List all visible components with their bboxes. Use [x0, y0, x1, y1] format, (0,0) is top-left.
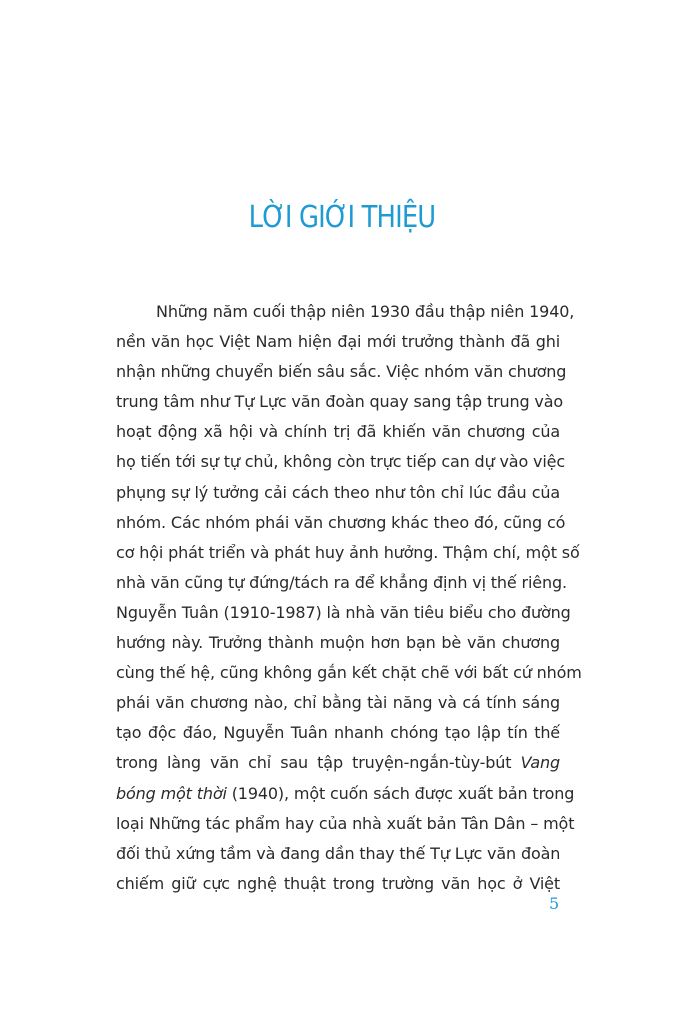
paragraph-line: cùng thế hệ, cũng không gắn kết chặt chẽ với bất cứ nhóm: [116, 663, 582, 683]
paragraph-line: nhà văn cũng tự đứng/tách ra để khẳng định vị thế riêng.: [116, 572, 567, 592]
paragraph-line: [116, 748, 560, 778]
paragraph-line: đối thủ xứng tầm và đang dần thay thế Tự Lực văn đoàn: [116, 843, 561, 863]
paragraph-line: hoạt động xã hội và chính trị đã khiến văn chương của: [116, 422, 560, 442]
paragraph-line: cơ hội phát triển và phát huy ảnh hưởng. Thậm chí, một số: [116, 542, 580, 562]
book-title-italic: bóng một thời: [116, 783, 227, 803]
line-text: trong làng văn chỉ sau tập truyện-ngắn-tùy-bút: [116, 753, 521, 773]
book-title-italic: Vang: [520, 753, 560, 773]
paragraph-line: nhóm. Các nhóm phái văn chương khác theo đó, cũng có: [116, 512, 566, 532]
paragraph-line: trung tâm như Tự Lực văn đoàn quay sang tập trung vào: [116, 392, 564, 412]
paragraph-line: tạo độc đáo, Nguyễn Tuân nhanh chóng tạo lập tín thế: [116, 723, 560, 743]
paragraph-line: nền văn học Việt Nam hiện đại mới trưởng thành đã ghi: [116, 332, 560, 352]
paragraph-line: [116, 779, 575, 809]
paragraph-line: họ tiến tới sự tự chủ, không còn trực tiếp can dự vào việc: [116, 452, 565, 472]
paragraph-line: loại Những tác phẩm hay của nhà xuất bản Tân Dân – một: [116, 813, 575, 833]
line-text: (1940), một cuốn sách được xuất bản trong: [226, 783, 575, 803]
chapter-title: LỜI GIỚI THIỆU: [248, 200, 436, 235]
page-number: 5: [549, 894, 560, 913]
paragraph-line: phụng sự lý tưởng cải cách theo như tôn chỉ lúc đầu của: [116, 482, 560, 502]
paragraph-line: Những năm cuối thập niên 1930 đầu thập niên 1940,: [156, 302, 575, 321]
paragraph-line: Nguyễn Tuân (1910-1987) là nhà văn tiêu biểu cho đường: [116, 602, 571, 622]
paragraph-line: nhận những chuyển biến sâu sắc. Việc nhóm văn chương: [116, 362, 567, 382]
paragraph-line: chiếm giữ cực nghệ thuật trong trường văn học ở Việt: [116, 873, 560, 893]
paragraph-line: hướng này. Trưởng thành muộn hơn bạn bè văn chương: [116, 633, 560, 653]
paragraph-line: phái văn chương nào, chỉ bằng tài năng và cá tính sáng: [116, 693, 560, 713]
introduction-paragraph: [116, 297, 582, 899]
